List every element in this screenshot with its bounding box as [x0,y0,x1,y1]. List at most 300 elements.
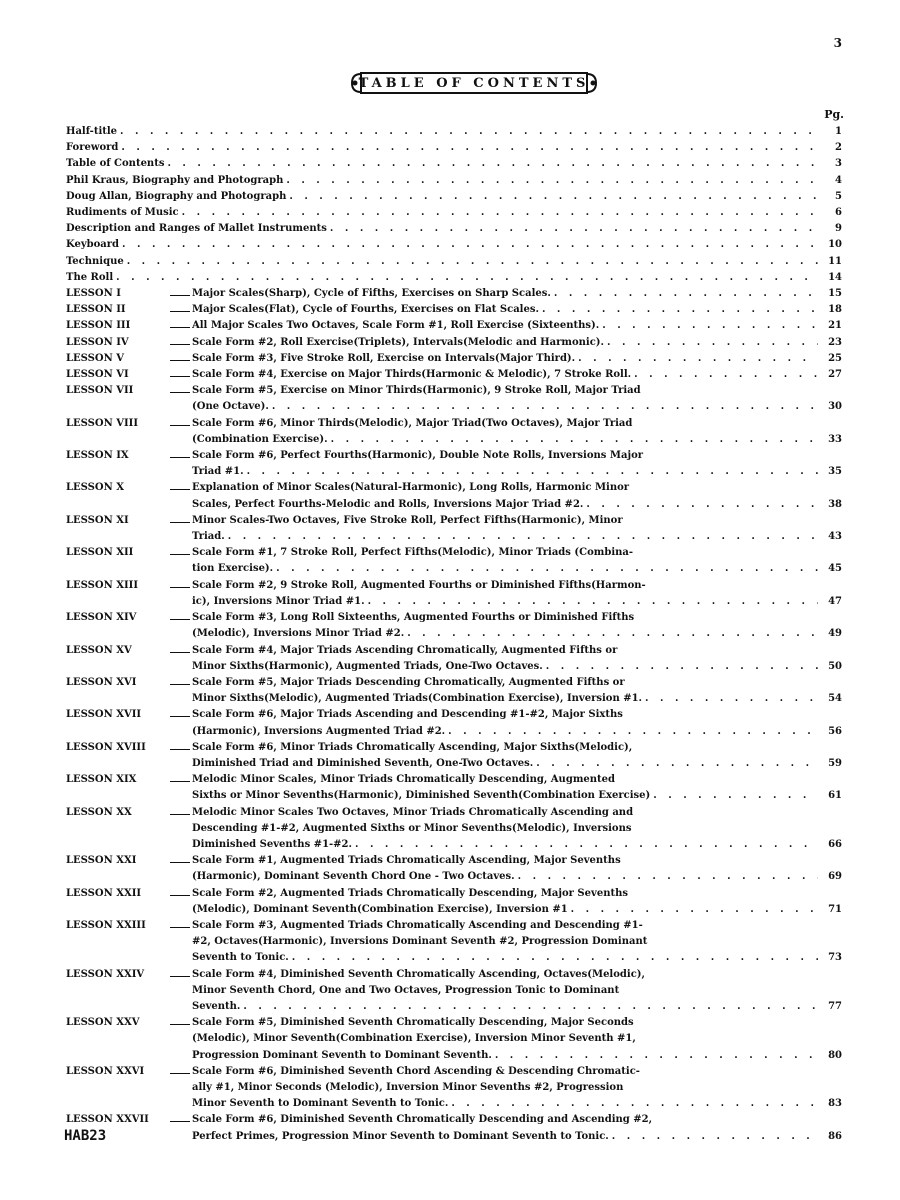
lesson-dash [170,675,190,685]
lesson-label: LESSON I [66,288,121,300]
dot-leader [407,626,818,642]
lesson-description [192,383,818,415]
page-title: TABLE OF CONTENTS [358,75,590,91]
lesson-description-line [192,432,818,448]
lesson-label: LESSON XVII [66,709,142,721]
lesson-entry [66,578,842,610]
lesson-entry [66,1064,842,1113]
lesson-description-line [192,1129,818,1145]
toc-entry-line [66,189,818,205]
lesson-dash [170,643,190,653]
lesson-description-text: Scale Form #5, Exercise on Minor Thirds(Harmonic), 9 Stroke Roll, Major Triad [192,385,641,397]
dot-leader [276,561,818,577]
lesson-dash [170,416,190,426]
toc-entry-body [66,237,818,253]
dot-leader [645,691,818,707]
toc-entry-page: 4 [835,174,842,186]
toc-entry-page: 10 [828,239,842,251]
lesson-dash [170,967,190,977]
toc-entry-page: 14 [828,271,842,283]
lesson-description-text: Seventh. [192,1000,241,1012]
lesson-entry [66,675,842,707]
lesson-dash [170,707,190,717]
lesson-description-line [192,1048,818,1064]
lesson-description-text: ic), Inversions Minor Triad #1. [192,595,365,607]
lesson-page: 27 [828,369,842,381]
lesson-page: 59 [828,757,842,769]
lesson-page: 83 [828,1098,842,1110]
lesson-description-line [192,367,818,383]
toc-entry-line [66,156,818,172]
toc-entry-body [66,124,818,140]
lesson-description-line [192,967,818,983]
lesson-entry [66,318,842,334]
lesson-description-line [192,1080,818,1096]
lesson-page: 38 [828,498,842,510]
lesson-description-text: Scale Form #6, Minor Triads Chromatically Ascending, Major Sixths(Melodic), [192,741,633,753]
dot-leader [289,189,818,205]
lesson-description [192,1015,818,1064]
lesson-label: LESSON VIII [66,417,139,429]
lesson-description-text: Scale Form #3, Five Stroke Roll, Exercise on Intervals(Major Third). [192,352,576,364]
dot-leader [448,724,818,740]
lesson-description [192,610,818,642]
dot-leader [451,1096,818,1112]
lesson-description-text: Scale Form #3, Augmented Triads Chromatically Ascending and Descending #1- [192,919,643,931]
lesson-entry [66,967,842,1016]
lesson-description-line [192,561,818,577]
lesson-page: 18 [828,304,842,316]
lesson-entry [66,480,842,512]
lesson-description-text: (Harmonic), Inversions Augmented Triad #2. [192,725,446,737]
lesson-description-text: Scale Form #6, Minor Thirds(Melodic), Major Triad(Two Octaves), Major Triad [192,417,633,429]
toc-entry-page: 2 [835,142,842,154]
lesson-page: 61 [828,790,842,802]
lesson-dash [170,335,190,345]
lesson-label: LESSON XXIV [66,968,145,980]
lesson-label: LESSON XX [66,806,132,818]
lesson-description-text: Scale Form #5, Major Triads Descending Chromatically, Augmented Fifths or [192,676,625,688]
lesson-label: LESSON V [66,352,124,364]
lesson-label: LESSON VII [66,385,134,397]
lesson-description-line [192,950,818,966]
lesson-description-text: #2, Octaves(Harmonic), Inversions Dominant Seventh #2, Progression Dominant [192,936,648,948]
lesson-description-text: Scale Form #4, Major Triads Ascending Chromatically, Augmented Fifths or [192,644,618,656]
lesson-description-text: Diminished Triad and Diminished Seventh, One-Two Octaves. [192,757,534,769]
lesson-description [192,675,818,707]
lesson-label: LESSON XXIII [66,919,146,931]
lesson-dash [170,318,190,328]
toc-entry-body [66,254,818,270]
lesson-dash [170,480,190,490]
lesson-description-text: (Melodic), Dominant Seventh(Combination Exercise), Inversion #1 [192,903,568,915]
toc-entry-title: Description and Ranges of Mallet Instruments [66,223,327,235]
lesson-entry [66,643,842,675]
lesson-description-text: Scale Form #4, Exercise on Major Thirds(Harmonic & Melodic), 7 Stroke Roll. [192,369,632,381]
lesson-description-text: Triad #1. [192,466,244,478]
lesson-description-text: (Melodic), Inversions Minor Triad #2. [192,628,405,640]
lesson-entry [66,335,842,351]
lesson-description-text: (One Octave). [192,401,269,413]
lesson-description [192,578,818,610]
lesson-entry [66,1112,842,1144]
dot-leader [634,367,818,383]
lesson-entry [66,918,842,967]
lesson-description [192,967,818,1016]
lesson-description-text: Scale Form #6, Diminished Seventh Chord Ascending & Descending Chromatic- [192,1065,640,1077]
lesson-dash [170,805,190,815]
lesson-page: 73 [828,952,842,964]
toc-entry-title: Keyboard [66,239,120,251]
dot-leader [330,221,818,237]
lesson-description-text: (Melodic), Minor Seventh(Combination Exercise), Inversion Minor Seventh #1, [192,1033,636,1045]
lesson-page: 47 [828,595,842,607]
lesson-page: 86 [828,1130,842,1142]
page-column-header: Pg. [824,108,844,121]
lesson-description-text: Sixths or Minor Sevenths(Harmonic), Diminished Seventh(Combination Exercise) [192,790,651,802]
dot-leader [331,432,818,448]
lesson-description-line [192,286,818,302]
lesson-description [192,886,818,918]
lesson-label: LESSON II [66,304,126,316]
lesson-description-line [192,659,818,675]
lesson-description-line [192,1064,818,1080]
lesson-description-text: Major Scales(Sharp), Cycle of Fifths, Exercises on Sharp Scales. [192,288,551,300]
lesson-page: 25 [828,352,842,364]
toc-entry-body [66,173,818,189]
toc-entry-page: 5 [835,190,842,202]
toc-entry-page: 1 [835,126,842,137]
lesson-description-line [192,318,818,334]
dot-leader [586,497,818,513]
toc-entry-line [66,205,818,221]
lesson-description-line [192,772,818,788]
lesson-description-line [192,626,818,642]
lesson-dash [170,578,190,588]
toc-entry-body [66,189,818,205]
lesson-description-text: Scale Form #2, 9 Stroke Roll, Augmented Fourths or Diminished Fifths(Harmon- [192,579,646,591]
lesson-description [192,772,818,804]
lesson-page: 49 [828,628,842,640]
dot-leader [607,335,818,351]
lesson-description-text: Diminished Sevenths #1-#2. [192,838,352,850]
lesson-description [192,513,818,545]
lesson-label: LESSON XXI [66,855,137,867]
lesson-description-line [192,302,818,318]
lesson-description-line [192,724,818,740]
dot-leader [536,756,818,772]
toc-entry-line [66,124,818,140]
lesson-label: LESSON XIV [66,612,137,624]
lesson-entry [66,610,842,642]
lesson-description-line [192,578,818,594]
lesson-dash [170,302,190,312]
lesson-description-line [192,853,818,869]
lesson-description-text: Minor Seventh Chord, One and Two Octaves, Progression Tonic to Dominant [192,984,620,996]
lesson-description-text: Scales, Perfect Fourths-Melodic and Rolls, Inversions Major Triad #2. [192,498,584,510]
toc-entry [66,221,842,237]
dot-leader [495,1048,818,1064]
lesson-label: LESSON XI [66,514,129,526]
lesson-description-line [192,707,818,723]
lesson-entry [66,367,842,383]
lesson-page: 23 [828,336,842,348]
lesson-label: LESSON X [66,482,124,494]
lesson-description-line [192,983,818,999]
lesson-description-text: Seventh to Tonic. [192,952,289,964]
lesson-description-text: All Major Scales Two Octaves, Scale Form #1, Roll Exercise (Sixteenths). [192,320,600,332]
lesson-page: 66 [828,838,842,850]
toc-entry-title: Foreword [66,142,119,154]
lesson-description-line [192,1015,818,1031]
toc-entry-line [66,140,818,156]
dot-leader [612,1129,818,1145]
lesson-description-text: Scale Form #6, Perfect Fourths(Harmonic), Double Note Rolls, Inversions Major [192,450,644,462]
toc-entry-title: The Roll [66,271,114,283]
title-box [360,72,588,94]
lesson-entry [66,416,842,448]
dot-leader [542,302,818,318]
lesson-dash [170,513,190,523]
lesson-dash [170,918,190,928]
lesson-description-text: Minor Seventh to Dominant Seventh to Tonic. [192,1098,449,1110]
lesson-description [192,416,818,448]
lesson-description-text: Major Scales(Flat), Cycle of Fourths, Exercises on Flat Scales. [192,304,539,316]
lesson-description-line [192,918,818,934]
lesson-description [192,286,818,302]
lesson-description-line [192,351,818,367]
lesson-description-line [192,1112,818,1128]
lesson-page: 69 [828,871,842,883]
lesson-description [192,1112,818,1144]
lesson-description [192,805,818,854]
dot-leader [578,351,818,367]
lesson-description-text: Scale Form #4, Diminished Seventh Chromatically Ascending, Octaves(Melodic), [192,968,645,980]
lesson-description-line [192,399,818,415]
lesson-entry [66,740,842,772]
lesson-description-line [192,886,818,902]
lesson-description-line [192,448,818,464]
lesson-dash [170,740,190,750]
toc-entry-page: 3 [835,158,842,170]
lesson-description-line [192,837,818,853]
lesson-dash [170,853,190,863]
dot-leader [368,594,818,610]
lesson-label: LESSON XII [66,547,134,559]
lesson-description-line [192,383,818,399]
lesson-entry [66,383,842,415]
lesson-description [192,302,818,318]
dot-leader [546,659,818,675]
lesson-label: LESSON III [66,320,131,332]
lesson-label: LESSON IX [66,450,129,462]
lesson-entry [66,886,842,918]
lesson-dash [170,383,190,393]
lesson-entry [66,772,842,804]
lesson-page: 71 [828,903,842,915]
lesson-description-line [192,497,818,513]
lesson-dash [170,286,190,296]
lesson-description-line [192,1096,818,1112]
toc-entry-title: Table of Contents [66,158,165,170]
lesson-page: 54 [828,693,842,705]
table-of-contents [66,124,842,1145]
lesson-entry [66,707,842,739]
lesson-description-text: Scale Form #1, 7 Stroke Roll, Perfect Fifths(Melodic), Minor Triads (Combina- [192,547,634,559]
lesson-entry [66,302,842,318]
lesson-description-text: Perfect Primes, Progression Minor Seventh to Dominant Seventh to Tonic. [192,1130,609,1142]
toc-entry-page: 6 [835,207,842,219]
lesson-entry [66,545,842,577]
lesson-description-line [192,594,818,610]
lesson-entry [66,853,842,885]
toc-entry [66,124,842,140]
lesson-entry [66,351,842,367]
lesson-description-line [192,1031,818,1047]
dot-leader [247,464,818,480]
toc-entry-line [66,254,818,270]
dot-leader [292,950,818,966]
lesson-description [192,351,818,367]
lesson-description-text: Scale Form #5, Diminished Seventh Chromatically Descending, Major Seconds [192,1017,634,1029]
toc-entry-title: Half-title [66,126,118,137]
lesson-description-text: Scale Form #3, Long Roll Sixteenths, Augmented Fourths or Diminished Fifths [192,612,635,624]
lesson-dash [170,1015,190,1025]
lesson-description-text: ally #1, Minor Seconds (Melodic), Inversion Minor Sevenths #2, Progression [192,1081,624,1093]
toc-entry-body [66,140,818,156]
lesson-description-text: Scale Form #6, Major Triads Ascending and Descending #1-#2, Major Sixths [192,709,623,721]
lesson-label: LESSON XV [66,644,132,656]
lesson-label: LESSON XXII [66,887,142,899]
lesson-page: 21 [828,320,842,332]
dot-leader [602,318,818,334]
toc-entry-line [66,237,818,253]
lesson-description-text: Melodic Minor Scales Two Octaves, Minor Triads Chromatically Ascending and [192,806,634,818]
dot-leader [116,270,818,286]
lesson-description-text: Minor Sixths(Melodic), Augmented Triads(Combination Exercise), Inversion #1. [192,693,643,705]
toc-entry [66,189,842,205]
toc-entry-body [66,205,818,221]
lesson-page: 35 [828,466,842,478]
lesson-label: LESSON XVIII [66,741,146,753]
lesson-label: LESSON XVI [66,676,137,688]
lesson-description-text: Scale Form #2, Roll Exercise(Triplets), Intervals(Melodic and Harmonic). [192,336,605,348]
lesson-page: 43 [828,531,842,543]
dot-leader [571,902,818,918]
dot-leader [167,156,818,172]
lesson-description-line [192,643,818,659]
lesson-description-line [192,416,818,432]
dot-leader [243,999,818,1015]
lesson-dash [170,351,190,361]
lesson-label: LESSON VI [66,369,129,381]
dot-leader [127,254,818,270]
lesson-page: 50 [828,660,842,672]
lesson-page: 15 [828,288,842,300]
lesson-entry [66,448,842,480]
lesson-label: LESSON XIII [66,579,139,591]
lesson-entry [66,805,842,854]
lesson-description-line [192,513,818,529]
lesson-description-line [192,529,818,545]
lesson-description [192,853,818,885]
page-number: 3 [833,36,842,50]
toc-entry [66,173,842,189]
toc-entry-body [66,156,818,172]
toc-entry [66,156,842,172]
lesson-description-line [192,902,818,918]
title-banner [348,66,600,100]
lesson-dash [170,610,190,620]
lesson-entry [66,1015,842,1064]
lesson-page: 80 [828,1049,842,1061]
lesson-description-line [192,756,818,772]
lesson-description-line [192,934,818,950]
toc-entry [66,237,842,253]
lesson-dash [170,448,190,458]
lesson-description-line [192,691,818,707]
lesson-description [192,448,818,480]
lesson-description-line [192,480,818,496]
toc-entry-page: 9 [835,223,842,235]
lesson-description-line [192,464,818,480]
lesson-dash [170,545,190,555]
lesson-description-text: (Harmonic), Dominant Seventh Chord One - Two Octaves. [192,871,515,883]
dot-leader [272,399,818,415]
lesson-label: LESSON XXVII [66,1114,149,1126]
lesson-description-line [192,740,818,756]
lesson-description-line [192,610,818,626]
lesson-description-text: tion Exercise). [192,563,274,575]
toc-entry-title: Doug Allan, Biography and Photograph [66,190,287,202]
dot-leader [518,869,818,885]
toc-entry [66,270,842,286]
lesson-description [192,545,818,577]
lesson-description-text: Progression Dominant Seventh to Dominant Seventh. [192,1049,492,1061]
toc-entry-line [66,270,818,286]
lesson-description-text: Triad. [192,531,225,543]
lesson-dash [170,886,190,896]
lesson-description-line [192,999,818,1015]
lesson-description-text: (Combination Exercise). [192,433,328,445]
lesson-description-text: Melodic Minor Scales, Minor Triads Chromatically Descending, Augmented [192,774,616,786]
lesson-description-line [192,335,818,351]
toc-entry-line [66,173,818,189]
lesson-label: LESSON XXV [66,1017,140,1029]
lesson-description-text: Minor Scales-Two Octaves, Five Stroke Roll, Perfect Fifths(Harmonic), Minor [192,514,623,526]
lesson-page: 30 [828,401,842,413]
toc-entry [66,254,842,270]
toc-entry-body [66,270,818,286]
lesson-description-text: Explanation of Minor Scales(Natural-Harmonic), Long Rolls, Harmonic Minor [192,482,630,494]
lesson-description [192,918,818,967]
dot-leader [355,837,818,853]
lesson-description-line [192,675,818,691]
lesson-description-text: Scale Form #1, Augmented Triads Chromatically Ascending, Major Sevenths [192,855,621,867]
lesson-dash [170,1112,190,1122]
dot-leader [182,205,818,221]
lesson-description [192,335,818,351]
dot-leader [653,788,818,804]
lesson-description [192,1064,818,1113]
lesson-page: 33 [828,433,842,445]
toc-entry-title: Technique [66,255,124,267]
lesson-description-text: Scale Form #6, Diminished Seventh Chromatically Descending and Ascending #2, [192,1114,653,1126]
lesson-entry [66,513,842,545]
lesson-description-line [192,821,818,837]
lesson-description-line [192,869,818,885]
toc-entry [66,140,842,156]
